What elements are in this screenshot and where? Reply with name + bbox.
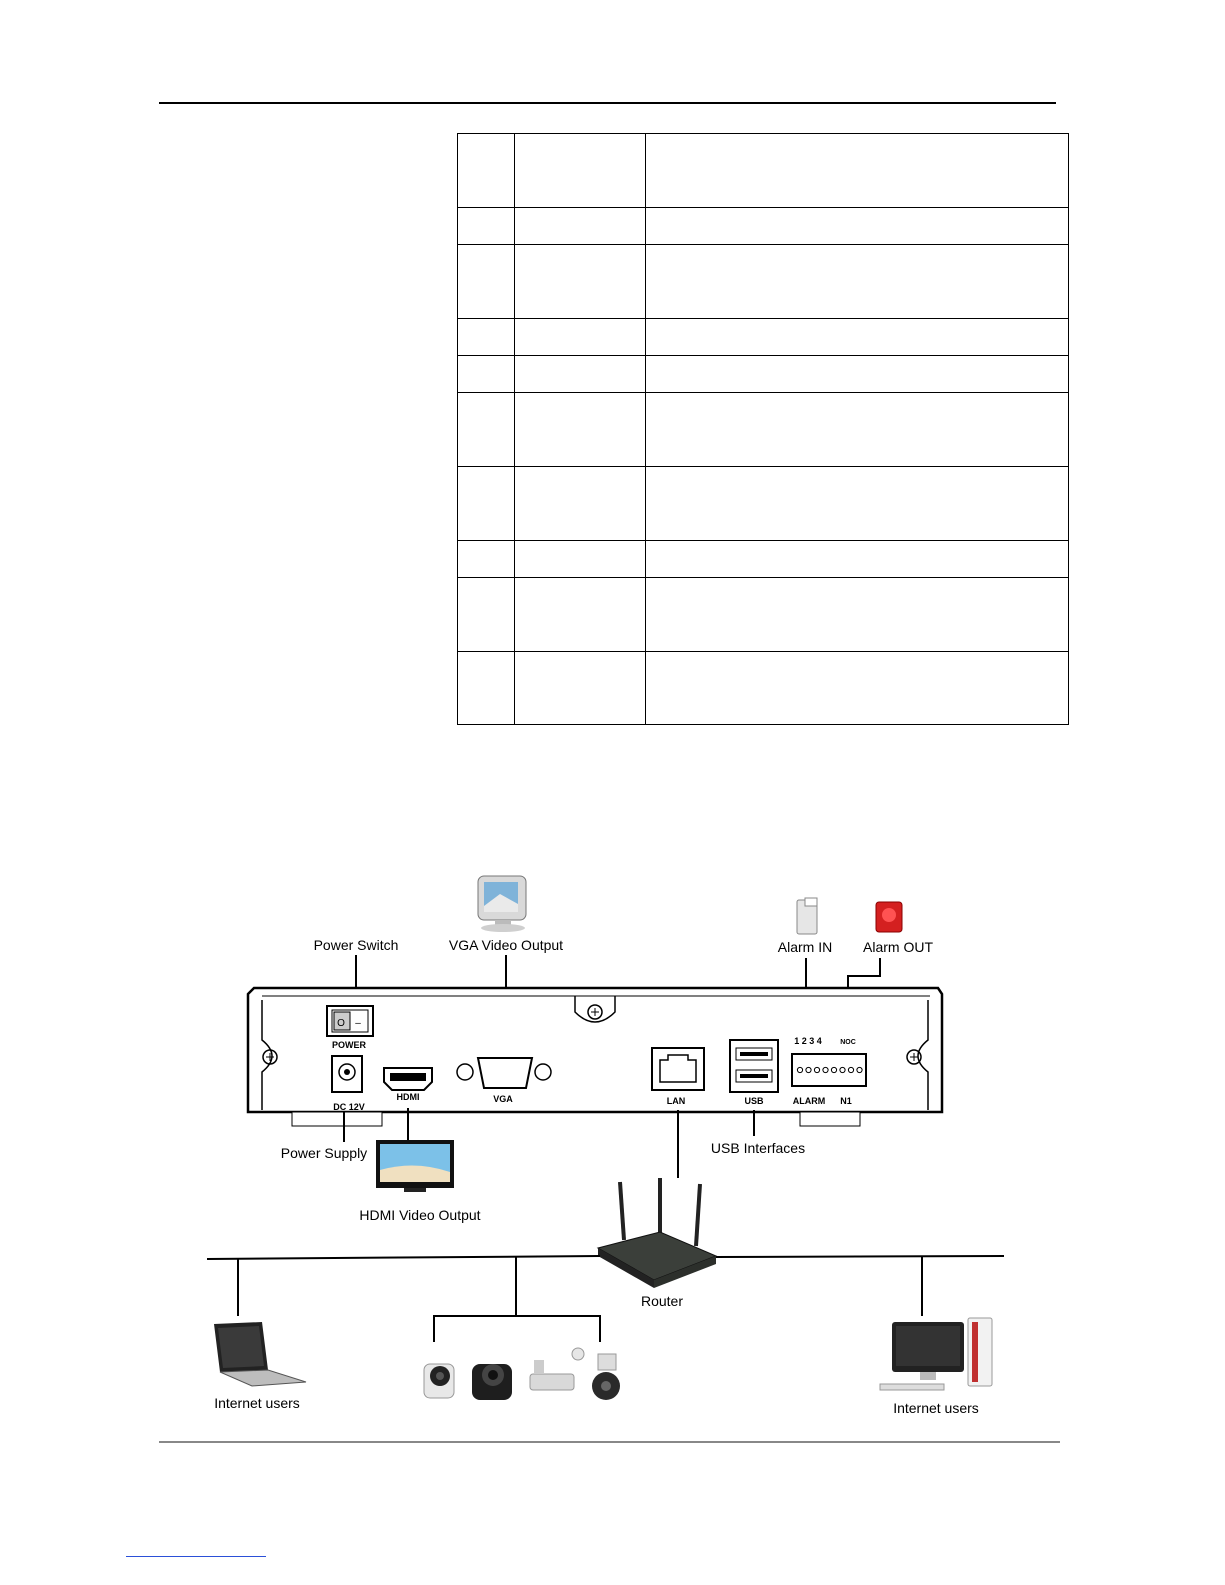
table-cell bbox=[646, 578, 1069, 652]
nvr-back-panel bbox=[248, 988, 942, 1126]
table-cell bbox=[515, 208, 646, 245]
table-row bbox=[458, 356, 1069, 393]
table-row bbox=[458, 393, 1069, 467]
vga-port-label: VGA bbox=[493, 1094, 513, 1104]
power-switch-label: Power Switch bbox=[313, 937, 399, 953]
table-cell bbox=[646, 245, 1069, 319]
svg-text:–: – bbox=[355, 1018, 361, 1029]
table-cell bbox=[458, 467, 515, 541]
table-cell bbox=[646, 208, 1069, 245]
table-row bbox=[458, 467, 1069, 541]
crt-monitor-icon bbox=[478, 876, 526, 932]
table-cell bbox=[458, 245, 515, 319]
table-cell bbox=[515, 356, 646, 393]
n1-port-label: N1 bbox=[840, 1096, 852, 1106]
table-row bbox=[458, 652, 1069, 725]
table-row bbox=[458, 541, 1069, 578]
usb-interfaces-label: USB Interfaces bbox=[710, 1140, 806, 1156]
table-row bbox=[458, 319, 1069, 356]
table-cell bbox=[458, 134, 515, 208]
lan-port-label: LAN bbox=[666, 1096, 686, 1106]
table-cell bbox=[646, 541, 1069, 578]
table-cell bbox=[515, 134, 646, 208]
table-row bbox=[458, 134, 1069, 208]
ip-cameras-icon bbox=[424, 1348, 620, 1400]
alarm-port-label: ALARM bbox=[792, 1096, 826, 1106]
hdmi-output-label: HDMI Video Output bbox=[359, 1207, 481, 1223]
table-cell bbox=[458, 356, 515, 393]
table-cell bbox=[515, 467, 646, 541]
table-cell bbox=[646, 356, 1069, 393]
power-supply-label: Power Supply bbox=[280, 1145, 368, 1161]
internet-users-right-label: Internet users bbox=[893, 1400, 979, 1416]
table-cell bbox=[458, 652, 515, 725]
hdmi-port-label: HDMI bbox=[396, 1092, 420, 1102]
table-cell bbox=[458, 578, 515, 652]
table-row bbox=[458, 208, 1069, 245]
table-cell bbox=[515, 541, 646, 578]
alarm-out-label: Alarm OUT bbox=[863, 939, 933, 955]
dc-port-label: DC 12V bbox=[333, 1102, 365, 1112]
table-cell bbox=[646, 652, 1069, 725]
power-port-label: POWER bbox=[331, 1040, 367, 1050]
table-row bbox=[458, 578, 1069, 652]
table-cell bbox=[515, 319, 646, 356]
desktop-pc-icon bbox=[880, 1318, 992, 1390]
footer-rule bbox=[159, 1441, 1060, 1443]
table-row bbox=[458, 245, 1069, 319]
router-label: Router bbox=[640, 1293, 684, 1309]
table-cell bbox=[515, 652, 646, 725]
table-cell bbox=[646, 393, 1069, 467]
alarm-in-label: Alarm IN bbox=[777, 939, 833, 955]
table-cell bbox=[458, 208, 515, 245]
connection-diagram bbox=[0, 860, 1225, 1460]
footer-link-underline[interactable] bbox=[126, 1556, 266, 1557]
table-cell bbox=[458, 393, 515, 467]
table-cell bbox=[458, 541, 515, 578]
noc-label: NOC bbox=[840, 1039, 856, 1046]
table-cell bbox=[646, 134, 1069, 208]
internet-users-left-label: Internet users bbox=[214, 1395, 300, 1411]
router-icon bbox=[598, 1178, 716, 1288]
usb-port-label: USB bbox=[744, 1096, 764, 1106]
table-cell bbox=[515, 245, 646, 319]
alarm-pins-label: 1 2 3 4 bbox=[794, 1036, 822, 1046]
table-cell bbox=[646, 319, 1069, 356]
laptop-icon bbox=[214, 1322, 306, 1386]
table-cell bbox=[515, 393, 646, 467]
siren-icon bbox=[876, 902, 902, 932]
vga-output-label: VGA Video Output bbox=[448, 937, 564, 953]
table-cell bbox=[515, 578, 646, 652]
header-rule bbox=[159, 102, 1056, 104]
alarm-sensor-icon bbox=[797, 898, 817, 934]
spec-table bbox=[457, 133, 1069, 725]
lcd-monitor-icon bbox=[376, 1140, 454, 1192]
svg-text:O: O bbox=[337, 1018, 345, 1029]
table-cell bbox=[458, 319, 515, 356]
table-cell bbox=[646, 467, 1069, 541]
